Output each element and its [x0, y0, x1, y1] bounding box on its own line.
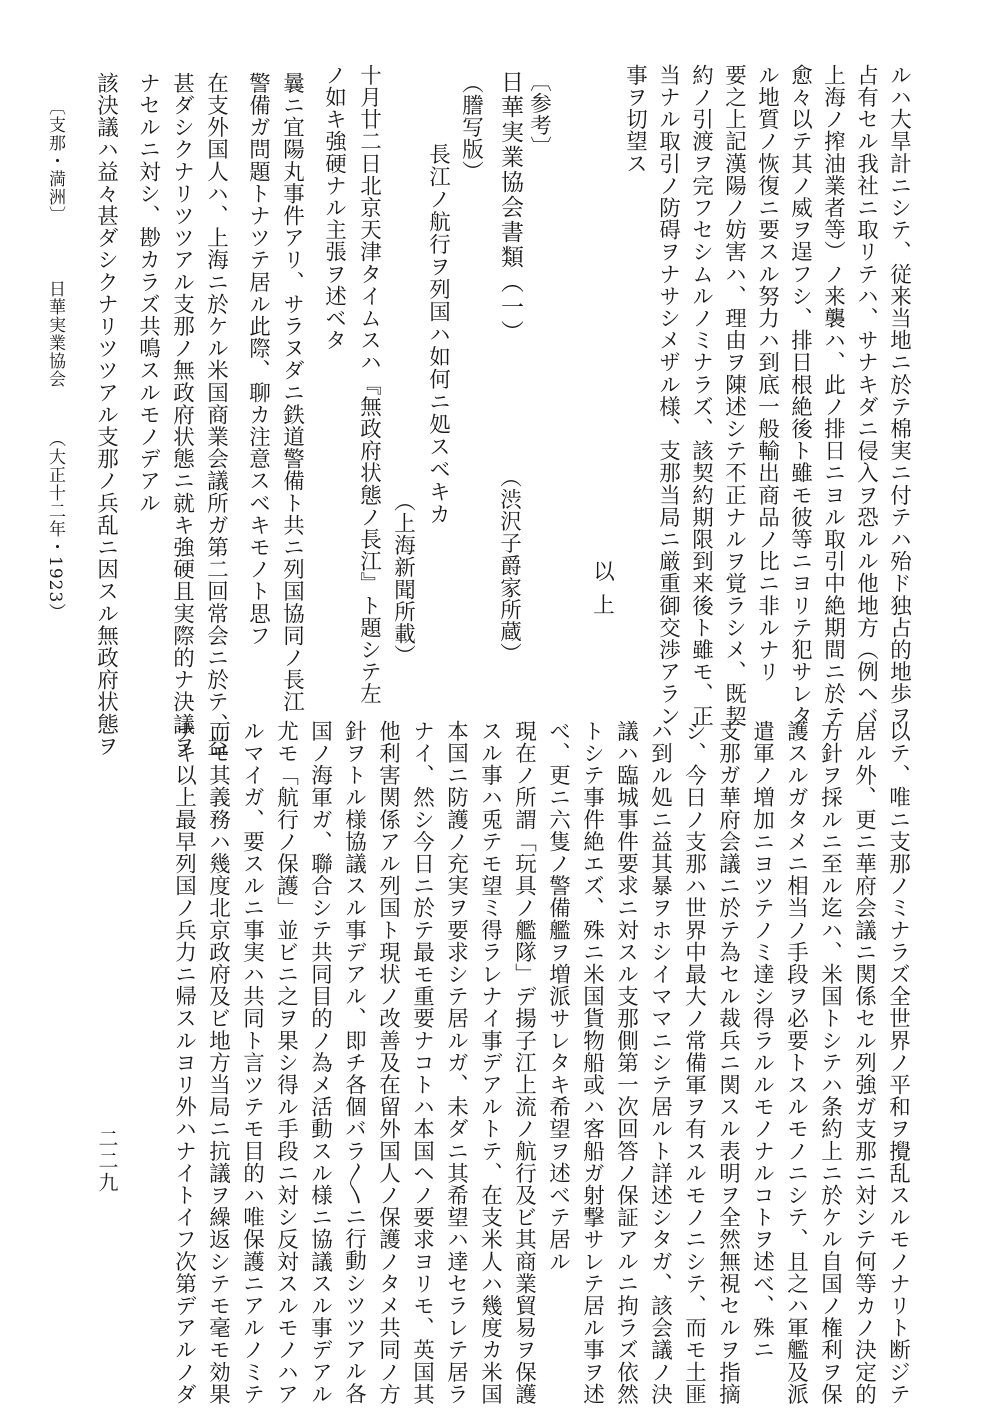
- article-source: （上海新聞所載）: [390, 490, 416, 667]
- closing-ijo: 以上: [589, 560, 615, 627]
- article-text-column: ノ如キ強硬ナル主張ヲ述ベタ: [321, 64, 347, 352]
- article-title: 長江ノ航行ヲ列国ハ如何ニ処スベキカ: [425, 143, 451, 526]
- document-source: （渋沢子爵家所蔵）: [496, 466, 522, 665]
- body-text-column: 現在ノ所謂「玩具ノ艦隊」デ揚子江上流ノ航行及ビ其商業貿易ヲ保護: [511, 720, 537, 1406]
- body-text-column: べ、更ニ六隻ノ警備艦ヲ増派サレタキ希望ヲ述べテ居ル: [545, 720, 571, 1273]
- body-text-column: 護スルガタメニ相当ノ手段ヲ必要トスルモノニシテ、且之ハ軍艦及派: [783, 720, 809, 1406]
- article-text-column: 甚ダシクナリツツアル支那ノ無政府状態ニ就キ強硬且実際的ナ決議ヲ: [169, 72, 195, 758]
- body-text-column: 支那ガ華府会議ニ於テ為セル裁兵ニ関スル表明ヲ全然無視セルヲ指摘: [715, 720, 741, 1406]
- body-text-column: ルマイガ、要スルニ事実ハ共同ト言ツテモ目的ハ唯保護ニアルノミテ: [239, 720, 265, 1406]
- body-text-column: 愈々以テ其ノ威ヲ逞フシ、排日根絶後ト雖モ彼等ニヨリテ犯サレタ: [787, 64, 813, 727]
- body-text-column: 占有セル我社ニ取リテハ、サナキダニ侵入ヲ恐ルル他地方（例ヘバ: [853, 64, 879, 727]
- article-text-column: 在支外国人ハ、上海ニ於ケル米国商業会議所ガ第二回常会ニ於テ、益: [203, 72, 229, 758]
- body-text-column: 国ノ海軍ガ、聯合シテ共同目的ノ為メ活動スル様ニ協議スル事デアル: [307, 720, 333, 1406]
- body-text-column: 議ハ臨城事件要求ニ対スル支那側第一次回答ノ保証アルニ拘ラズ依然: [613, 720, 639, 1406]
- body-text-column: 上海ノ搾油業者等）ノ来襲ハ、此ノ排日ニヨル取引中絶期間ニ於テ: [820, 64, 846, 727]
- body-text-column: ナキ以上最早列国ノ兵力ニ帰スルヨリ外ハナイトイフ次第デアルノダ: [171, 720, 197, 1406]
- footer-date: （大正十二年・1923）: [45, 430, 65, 622]
- sankou-label: 〔参考〕: [526, 70, 552, 159]
- body-text-column: 当ナル取引ノ防碍ヲナサシメザル様、支那当局ニ厳重御交渉アラン: [655, 64, 681, 727]
- body-text-column: ナイ、然シ今日ニ於テ最モ重要ナコトハ本国ヘノ要求ヨリモ、英国其: [409, 720, 435, 1406]
- article-text-column: ナセルニ対シ、尠カラズ共鳴スルモノデアル: [135, 72, 161, 514]
- page-number: 二二九: [95, 1128, 119, 1194]
- body-text-column: 約ノ引渡ヲ完フセシムルノミナラズ、該契約期限到来後ト雖モ、正: [688, 64, 714, 727]
- footer-region: 〔支那・満洲〕: [45, 98, 65, 224]
- body-text-column: 事ヲ切望ス: [622, 64, 648, 175]
- article-text-column: 該決議ハ益々甚ダシクナリツツアル支那ノ兵乱ニ因スル無政府状態ヲ: [93, 72, 119, 758]
- article-text-column: 十月廿二日北京天津タイムスハ『無政府状態ノ長江』ト題シテ左: [356, 64, 382, 705]
- body-text-column: 以テ、唯ニ支那ノミナラズ全世界ノ平和ヲ攪乱スルモノナリト断ジテ: [885, 720, 911, 1406]
- footer-organization: 日華実業協会: [45, 280, 65, 388]
- body-text-column: 要之上記漢陽ノ妨害ハ、理由ヲ陳述シテ不正ナルヲ覚ラシメ、既契: [721, 64, 747, 727]
- body-text-column: 遣軍ノ増加ニヨツテノミ達シ得ラルルモノナルコトヲ述べ、殊ニ: [749, 720, 775, 1361]
- body-text-column: ハ到ル処ニ益其暴ヲホシイママニシテ居ルト詳述シタガ、該会議ノ決: [647, 720, 673, 1406]
- tousha-note: （謄写版）: [458, 72, 484, 183]
- body-text-column: 針ヲトル様協議スル事デアル、即チ各個バラ〳〵ニ行動シツツアル各: [341, 720, 367, 1405]
- body-text-column: トシテ事件絶エズ、殊ニ米国貨物船或ハ客船ガ射撃サレテ居ル事ヲ述: [579, 720, 605, 1406]
- body-text-column: スル事ハ兎テモ望ミ得ラレナイ事デアルトテ、在支米人ハ幾度カ米国: [477, 720, 503, 1406]
- body-text-column: 方針ヲ採ルニ至ル迄ハ、米国トシテハ条約上ニ於ケル自国ノ権利ヲ保: [817, 720, 843, 1406]
- body-text-column: ルハ大旱計ニシテ、従来当地ニ於テ棉実ニ付テハ殆ド独占的地歩ヲ: [886, 64, 912, 727]
- document-title: 日華実業協会書類（一）: [497, 70, 523, 345]
- body-text-column: 本国ニ防護ノ充実ヲ要求シテ居ルガ、未ダニ其希望ハ達セラレテ居ラ: [443, 720, 469, 1406]
- article-text-column: 警備ガ問題トナツテ居ル此際、聊カ注意スベキモノト思フ: [245, 72, 271, 647]
- article-text-column: 曩ニ宜陽丸事件アリ、サラヌダニ鉄道警備ト共ニ列国協同ノ長江: [279, 72, 305, 713]
- body-text-column: 尤モ「航行ノ保護」並ビニ之ヲ果シ得ル手段ニ対シ反対スルモノハア: [273, 720, 299, 1406]
- body-text-column: 而モ其義務ハ幾度北京政府及ビ地方当局ニ抗議ヲ繰返シテモ毫モ効果: [205, 720, 231, 1406]
- body-text-column: 他利害関係アル列国ト現状ノ改善及在留外国人ノ保護ノタメ共同ノ方: [375, 720, 401, 1406]
- body-text-column: 居ル外、更ニ華府会議ニ関係セル列強ガ支那ニ対シテ何等カノ決定的: [851, 720, 877, 1406]
- body-text-column: シ、今日ノ支那ハ世界中最大ノ常備軍ヲ有スルモノニシテ、而モ土匪: [681, 720, 707, 1406]
- body-text-column: ル地質ノ恢復ニ要スル努力ハ到底一般輸出商品ノ比ニ非ルナリ: [754, 64, 780, 683]
